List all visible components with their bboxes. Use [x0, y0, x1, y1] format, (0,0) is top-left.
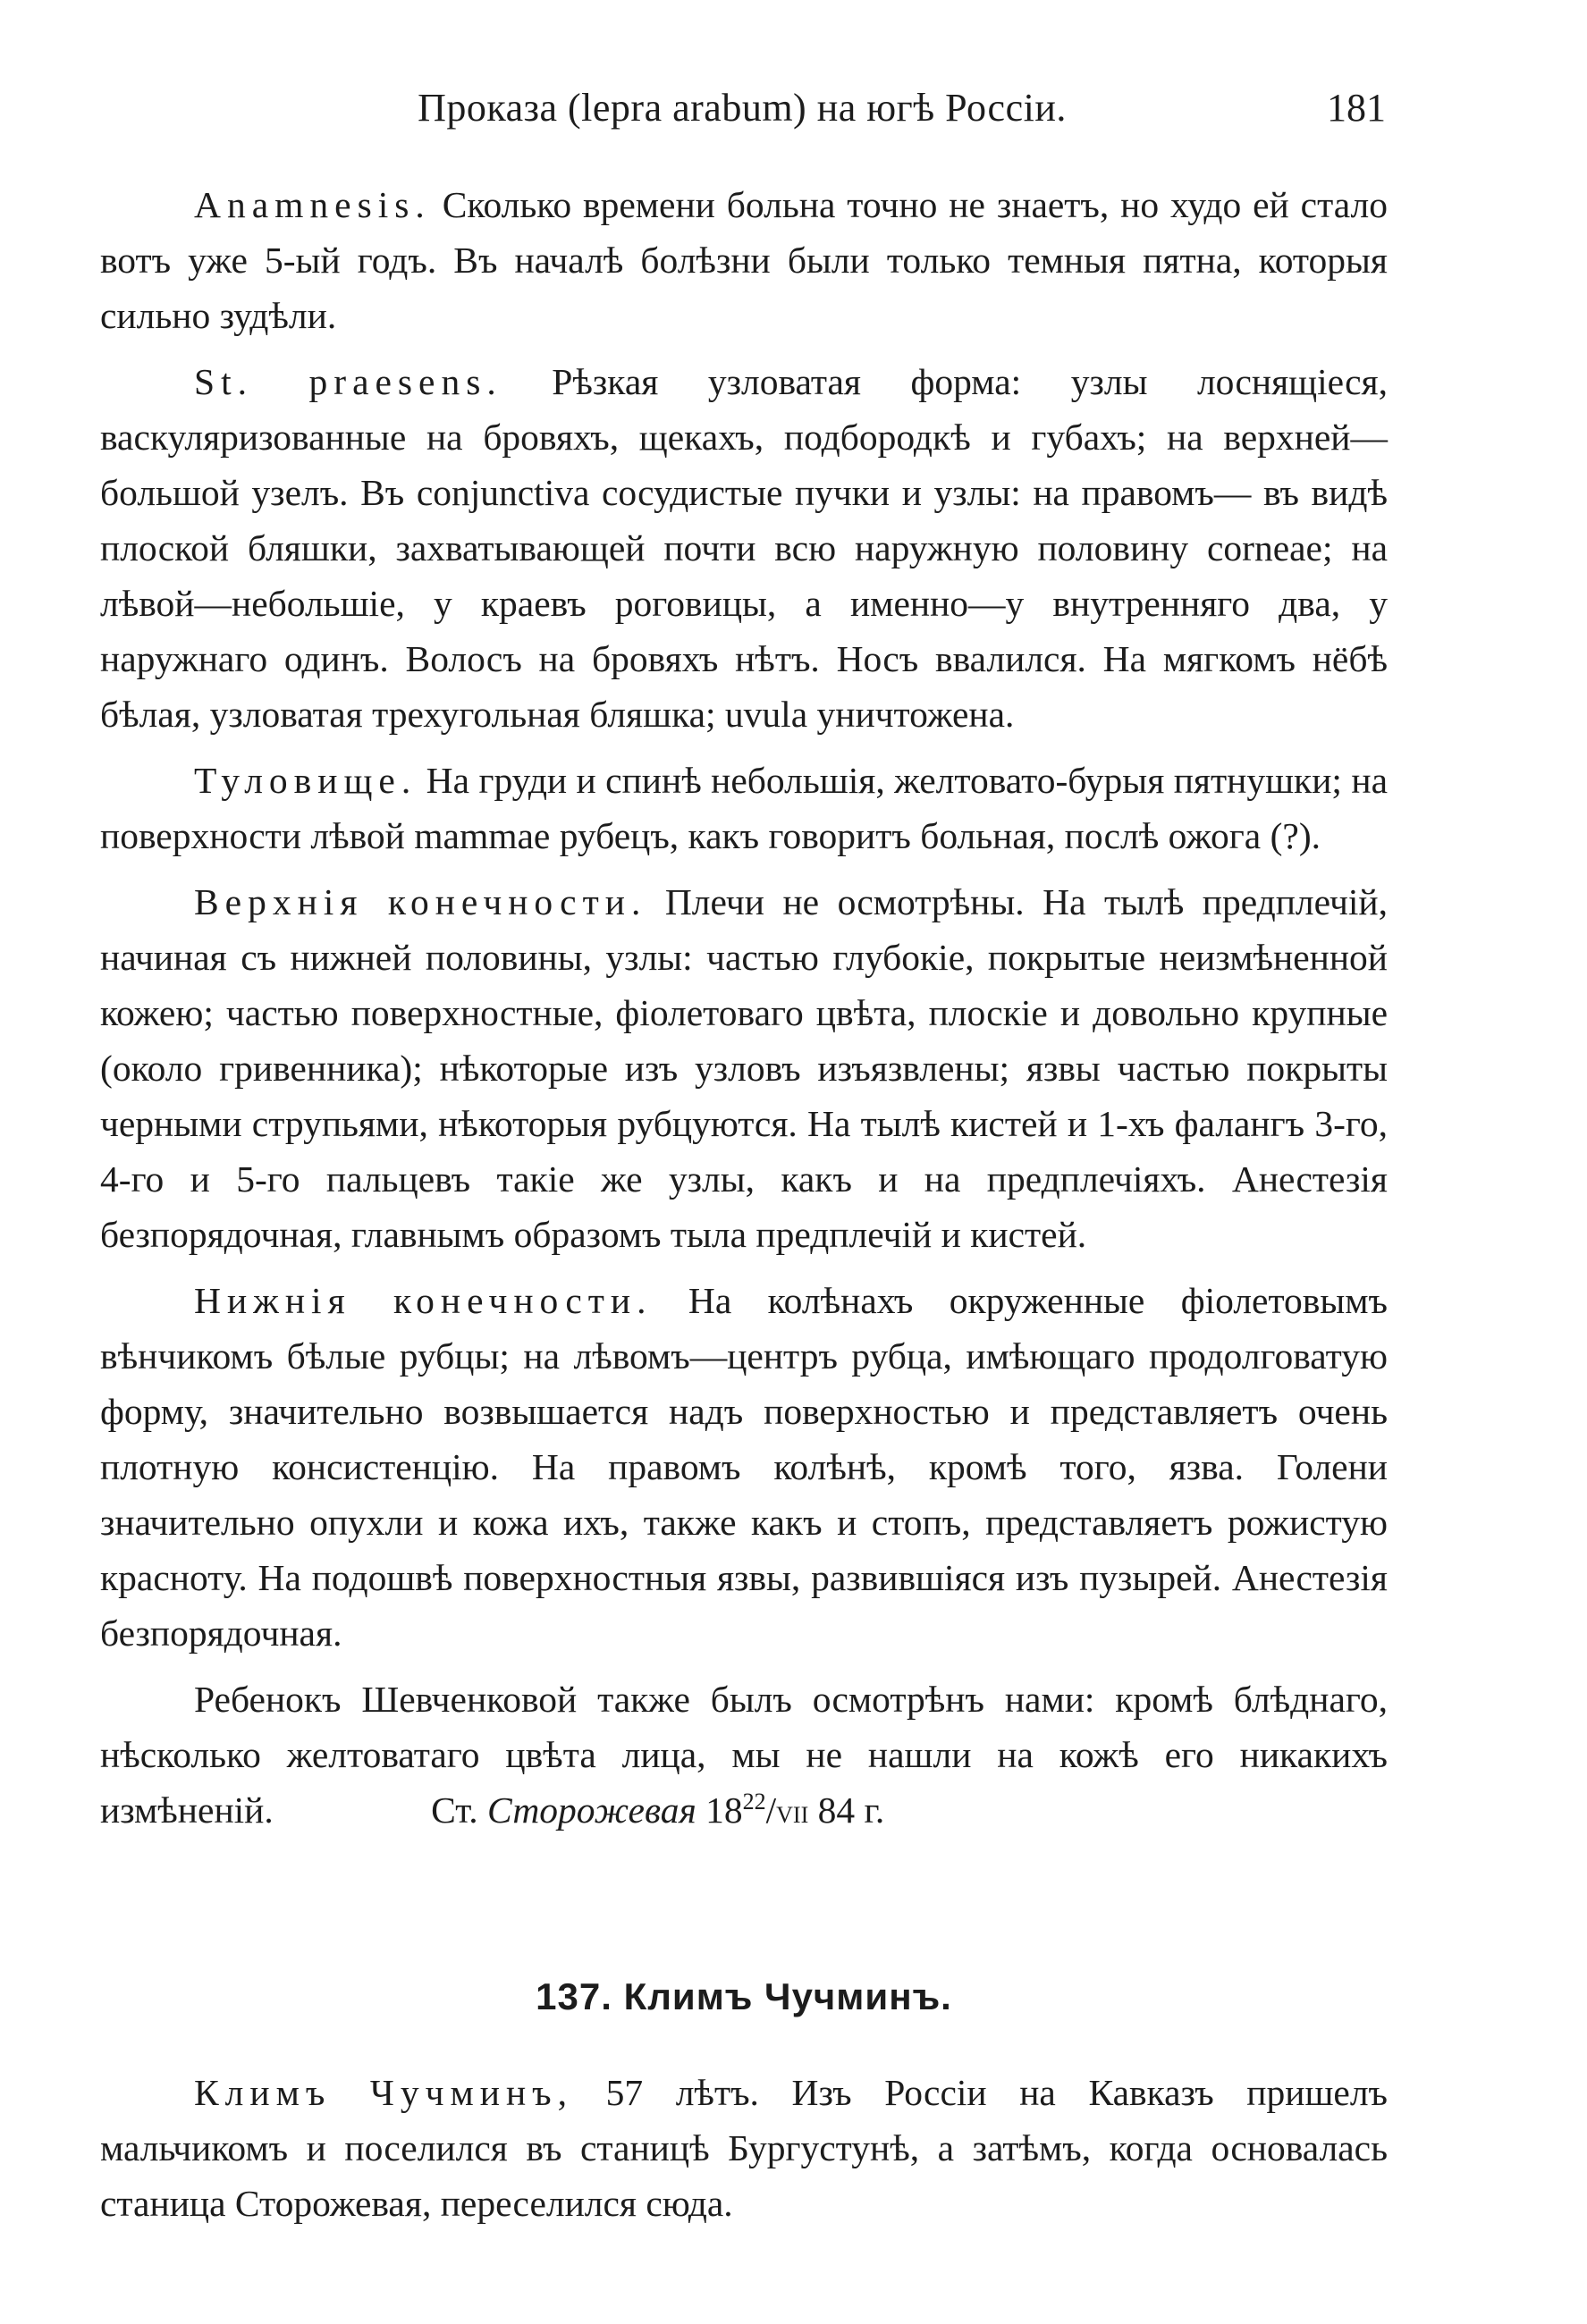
- section-number: 137.: [536, 1975, 612, 2017]
- anamnesis-text: Сколько времени больна точно не знаетъ, но худо ей стало вотъ уже 5-ый годъ. Въ началѣ болѣзни были только темныя пятна, которыя сильно зудѣли.: [100, 184, 1388, 336]
- lower-limbs-paragraph: [100, 1273, 1388, 1661]
- running-header: [98, 85, 1386, 147]
- trunk-text: На груди и спинѣ небольшія, желтовато-бурыя пятнушки; на поверхности лѣвой mammae рубецъ, какъ говоритъ больная, послѣ ожога (?).: [100, 760, 1388, 856]
- lower-limbs-label: Нижнія конечности.: [194, 1280, 653, 1321]
- anamnesis-paragraph: [100, 177, 1388, 343]
- child-paragraph: [100, 1671, 1388, 1838]
- trunk-label: Туловище.: [194, 760, 418, 801]
- upper-limbs-text: Плечи не осмотрѣны. На тылѣ предплечій, начиная съ нижней половины, узлы: частью глубокіе, покрытые неизмѣненной кожею; частью поверхностные, фіолетоваго цвѣта, плоскіе и довольно крупные (около гривенника); нѣкоторые изъ узловъ изъязвлены; язвы частью покрыты черными струпьями, нѣкоторыя рубцуются. На тылѣ кистей и 1-хъ фалангъ 3-го, 4-го и 5-го пальцевъ такіе же узлы, какъ и на предплечіяхъ. Анестезія безпорядочная, главнымъ образомъ тыла предплечій и кистей.: [100, 881, 1388, 1255]
- section-heading: [100, 1975, 1388, 2018]
- section-title: Климъ Чучминъ.: [623, 1975, 952, 2017]
- trunk-paragraph: [100, 753, 1388, 863]
- signature-date-day-number: 22: [742, 1789, 766, 1815]
- signature-prefix: Ст.: [431, 1789, 478, 1831]
- upper-limbs-label: Верхнія конечности.: [194, 881, 647, 922]
- section-body: [100, 2065, 1388, 2231]
- section-intro-label: Климъ Чучминъ,: [194, 2072, 574, 2113]
- signature-date-slash: /: [765, 1789, 777, 1831]
- lower-limbs-text: На колѣнахъ окруженные фіолетовымъ вѣнчикомъ бѣлые рубцы; на лѣвомъ—центръ рубца, имѣющаго продолговатую форму, значительно возвышается надъ поверхностью и представляетъ очень плотную консистенцію. На правомъ колѣнѣ, кромѣ того, язва. Голени значительно опухли и кожа ихъ, также какъ и стопъ, представляетъ рожистую красноту. На подошвѣ поверхностныя язвы, развившіяся изъ пузырей. Анестезія безпорядочная.: [100, 1280, 1388, 1654]
- section-intro-text: 57 лѣтъ. Изъ Россіи на Кавказъ пришелъ мальчикомъ и поселился въ станицѣ Бургустунѣ, а затѣмъ, когда основалась станица Сторожевая, переселился сюда.: [100, 2072, 1388, 2224]
- status-praesens-paragraph: [100, 354, 1388, 742]
- page-number: 181: [1327, 86, 1386, 130]
- running-title: Проказа (lepra arabum) на югѣ Россіи.: [418, 86, 1067, 130]
- signature-date-month: VII: [776, 1802, 809, 1828]
- child-text: Ребенокъ Шевченковой также былъ осмотрѣнъ нами: кромѣ блѣднаго, нѣсколько желтоватаго цвѣта лица, мы не нашли на кожѣ его никакихъ измѣненій.: [100, 1679, 1388, 1831]
- upper-limbs-paragraph: [100, 874, 1388, 1262]
- status-praesens-label: St. praesens.: [194, 361, 502, 402]
- status-praesens-text: Рѣзкая узловатая форма: узлы лоснящіеся, васкуляризованные на бровяхъ, щекахъ, подбородкѣ и губахъ; на верхней— большой узелъ. Въ conjunctiva сосудистые пучки и узлы: на правомъ— въ видѣ плоской бляшки, захватывающей почти всю наружную половину corneae; на лѣвой—небольшіе, у краевъ роговицы, а именно—у внутренняго два, у наружнаго одинъ. Волосъ на бровяхъ нѣтъ. Носъ ввалился. На мягкомъ нёбѣ бѣлая, узловатая трехугольная бляшка; uvula уничтожена.: [100, 361, 1388, 735]
- signature-gap: [274, 1789, 431, 1831]
- case-description: [100, 177, 1388, 1838]
- signature-place: Сторожевая: [487, 1789, 696, 1831]
- signature-date-day: 18: [705, 1789, 743, 1831]
- signature-date-year: 84 г.: [817, 1789, 885, 1831]
- section-intro-paragraph: [100, 2065, 1388, 2231]
- anamnesis-label: Anamnesis.: [194, 184, 431, 225]
